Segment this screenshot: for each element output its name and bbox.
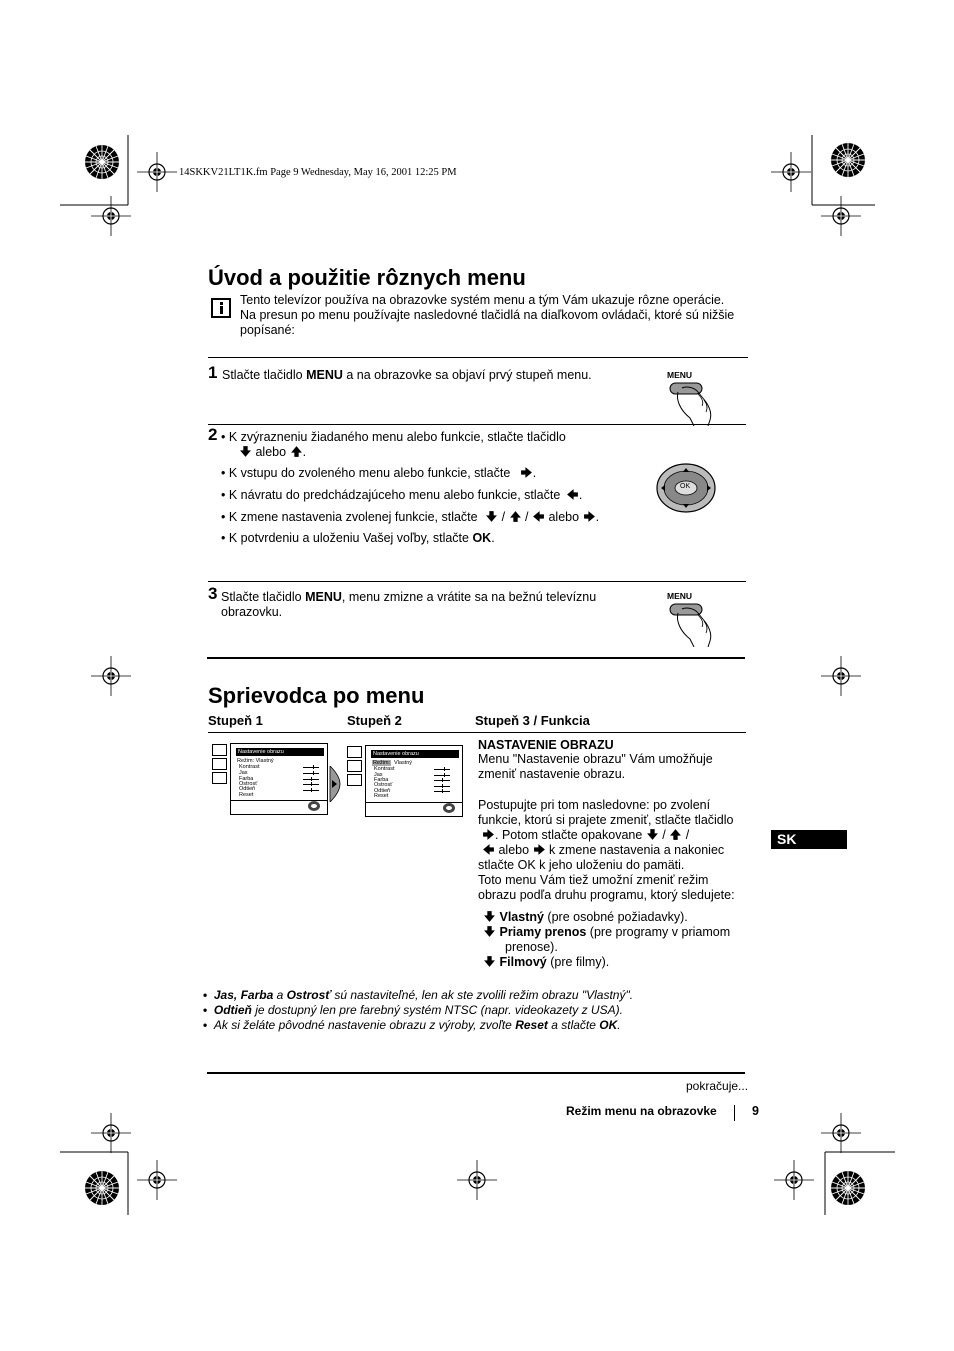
arrow-right-icon (583, 510, 596, 523)
picture-menu-icon (212, 744, 227, 756)
intro-line: popísané: (240, 323, 295, 337)
separator: / (501, 510, 506, 524)
bullet-text: • K vstupu do zvoleného menu alebo funkcie, stlačte (221, 466, 511, 480)
option-desc: (pre osobné požiadavky). (543, 910, 688, 924)
arrow-left-icon (532, 510, 545, 523)
divider (208, 357, 748, 358)
arrow-down-icon (483, 925, 496, 938)
arrow-left-icon (482, 843, 495, 856)
timer-menu-icon (212, 758, 227, 770)
language-tab-label: SK (777, 831, 797, 847)
mode-options (483, 910, 753, 970)
column-header-level2: Stupeň 2 (347, 713, 402, 728)
instr-line (478, 843, 753, 858)
note-bold: Odtieň (213, 1003, 252, 1017)
setup-menu-icon (212, 772, 227, 784)
option-desc: (pre programy v priamom (586, 925, 731, 939)
slider-tick (313, 771, 314, 775)
function-heading: NASTAVENIE OBRAZU (478, 738, 614, 752)
slider-bar (434, 775, 450, 776)
bullet-text: • K návratu do predchádzajúceho menu alebo funkcie, stlačte (221, 488, 561, 502)
bullet-text: • K potvrdeniu a uloženiu Vašej voľby, stlačte (221, 531, 473, 545)
option-name: Priamy prenos (499, 925, 587, 939)
note-bold: Jas, Farba (213, 988, 274, 1002)
step1-text (222, 368, 592, 383)
menu-item: Odtieň (239, 786, 256, 792)
picture-menu-icon (347, 746, 362, 758)
nav-hint-icon (307, 800, 321, 812)
slider-tick (311, 782, 312, 786)
bullet-text: alebo (548, 510, 580, 524)
arrow-up-icon (509, 510, 522, 523)
slider-tick (313, 765, 314, 769)
menu-item: Reset (239, 792, 254, 798)
menu-keyword: MENU (306, 368, 343, 382)
instr-line: funkcie, ktorú si prajete zmeniť, stlačte tlačidlo (478, 813, 734, 827)
arrow-up-icon (290, 445, 303, 458)
intro-line: Na presun po menu používajte nasledovné tlačidlá na diaľkovom ovládači, ktoré sú nižšie (240, 308, 735, 322)
note-bold: Reset (515, 1018, 548, 1032)
step-number: 3 (208, 584, 218, 603)
intro-text (240, 293, 760, 338)
note: • Odtieň je dostupný len pre farebný systém NTSC (napr. videokazety z USA). (203, 1003, 623, 1017)
instr-text: k zmene nastavenia a nakoniec (549, 843, 725, 857)
hand-pressing-icon (664, 601, 724, 647)
arrow-down-icon (239, 445, 252, 458)
step-text: a na obrazovke sa objaví prvý stupeň menu. (342, 368, 592, 382)
column-header-level3: Stupeň 3 / Funkcia (475, 713, 590, 728)
file-info: 14SKKV21LT1K.fm Page 9 Wednesday, May 16, 2001 12:25 PM (179, 167, 457, 178)
option-name: Filmový (499, 955, 547, 969)
notes (203, 988, 633, 1033)
step2-bullet-4: • K zmene nastavenia zvolenej funkcie, stlačte / / alebo . (221, 510, 600, 524)
note-text: a (273, 988, 287, 1002)
menu-item: Reset (374, 793, 389, 799)
arrow-up-icon (669, 828, 682, 841)
menu-item: Režim: Vlastný (237, 758, 274, 764)
step2-bullet-1-cont: alebo . (239, 445, 306, 460)
note-text: je dostupný len pre farebný systém NTSC (napr. videokazety z USA). (251, 1003, 623, 1017)
arrow-down-icon (483, 955, 496, 968)
setup-menu-icon (347, 774, 362, 786)
instr-line: Postupujte pri tom nasledovne: po zvolení (478, 798, 711, 812)
menu-button-illustration (664, 591, 724, 647)
menu-item: Jas (374, 772, 383, 778)
menu-item-selected: Režim: (373, 760, 391, 766)
ok-button-label: OK (680, 483, 691, 490)
menu-item-value: Vlastný (394, 760, 413, 766)
screen-title: Nastavenie obrazu (371, 750, 459, 758)
note-bold: Ostrosť (286, 988, 332, 1002)
intro-line: Tento televízor používa na obrazovke systém menu a tým Vám ukazuje rôzne operácie. (240, 293, 725, 307)
menu-item: Jas (239, 770, 248, 776)
arrow-down-icon (483, 910, 496, 923)
note-text: sú nastaviteľné, len ak ste zvolili režim obrazu "Vlastný". (331, 988, 634, 1002)
section-title-menu-guide: Sprievodca po menu (208, 683, 425, 708)
menu-item: Farba (374, 777, 389, 783)
step2-bullet-1 (221, 430, 566, 445)
bullet-text: alebo (255, 445, 287, 459)
note-text: . (617, 1018, 621, 1032)
divider (208, 732, 746, 733)
step2-bullet-3: • K návratu do predchádzajúceho menu alebo funkcie, stlačte . (221, 488, 583, 502)
ok-keyword: OK (472, 531, 492, 545)
info-icon (211, 298, 231, 318)
slider-bar (303, 773, 319, 774)
menu-item: Ostrosť (374, 782, 393, 788)
instr-text: alebo (498, 843, 530, 857)
mode-option (483, 925, 753, 940)
step-text: , menu zmizne a vrátite sa na bežnú televíznu (341, 590, 597, 604)
menu-button-label: MENU (667, 591, 693, 601)
menu-keyword: MENU (305, 590, 342, 604)
step2-bullet-5 (221, 531, 495, 546)
bullet-text: • K zmene nastavenia zvolenej funkcie, stlačte (221, 510, 478, 524)
step3-text (221, 590, 596, 605)
arrow-down-icon (646, 828, 659, 841)
mode-option (483, 955, 753, 970)
footer-separator (734, 1105, 735, 1121)
bullet-text: . (491, 531, 495, 545)
arrow-down-icon (485, 510, 498, 523)
note-text: a stlačte (547, 1018, 600, 1032)
menu-item: Odtieň (374, 788, 391, 794)
bullet-text: • K zvýrazneniu žiadaného menu alebo funkcie, stlačte tlačidlo (221, 430, 566, 444)
instr-line: stlačte OK k jeho uloženiu do pamäti. (478, 858, 685, 872)
step3-text-cont: obrazovku. (221, 605, 283, 619)
note-bold: OK (599, 1018, 618, 1032)
column-header-level1: Stupeň 1 (208, 713, 263, 728)
function-desc (478, 752, 713, 782)
screen-title: Nastavenie obrazu (236, 748, 324, 756)
menu-screen-level1 (230, 743, 328, 815)
menu-item: Farba (239, 776, 254, 782)
slider-tick (442, 778, 443, 782)
step-number: 2 (208, 425, 218, 444)
function-instructions (478, 798, 753, 903)
slider-tick (444, 773, 445, 777)
arrow-right-icon (482, 828, 495, 841)
instr-line: obrazu podľa druhu programu, ktorý sledujete: (478, 888, 735, 902)
footer-section-name: Režim menu na obrazovke (566, 1104, 717, 1118)
slider-tick (442, 784, 443, 788)
step2-bullet-2: • K vstupu do zvoleného menu alebo funkcie, stlačte . (221, 466, 537, 480)
desc-line: Menu "Nastavenie obrazu" Vám umožňuje (478, 752, 713, 766)
slider-bar (303, 767, 319, 768)
footer-divider (207, 1072, 745, 1074)
divider (208, 581, 746, 582)
separator: / (685, 828, 690, 842)
slider-tick (442, 789, 443, 793)
nav-hint-icon (442, 802, 456, 814)
menu-item: Ostrosť (239, 781, 258, 787)
divider (207, 657, 745, 659)
language-tab (771, 830, 847, 849)
arrow-right-icon (533, 843, 546, 856)
next-level-arrow-icon (328, 766, 342, 802)
separator: / (525, 510, 529, 524)
desc-line: zmeniť nastavenie obrazu. (478, 767, 626, 781)
note: • Ak si želáte pôvodné nastavenie obrazu z výroby, zvoľte Reset a stlačte OK. (203, 1018, 621, 1032)
separator: / (662, 828, 666, 842)
menu-item: Kontrast (239, 764, 260, 770)
mode-option-cont: prenose). (505, 940, 558, 954)
note: • Jas, Farba a Ostrosť sú nastaviteľné, len ak ste zvolili režim obrazu "Vlastný". (203, 988, 634, 1002)
mode-option (483, 910, 753, 925)
timer-menu-icon (347, 760, 362, 772)
arrow-left-icon (566, 488, 579, 501)
slider-tick (311, 777, 312, 781)
step-text: Stlačte tlačidlo (221, 590, 306, 604)
step-text: Stlačte tlačidlo (222, 368, 307, 382)
instr-line (478, 828, 753, 843)
menu-button-illustration (664, 370, 724, 426)
hand-pressing-icon (664, 380, 724, 426)
page-number: 9 (752, 1104, 759, 1118)
instr-line: Toto menu Vám tiež umožní zmeniť režim (478, 873, 709, 887)
option-desc: (pre filmy). (546, 955, 610, 969)
section-title-intro: Úvod a použitie rôznych menu (208, 265, 526, 290)
arrow-right-icon (520, 466, 533, 479)
slider-tick (444, 767, 445, 771)
slider-bar (434, 769, 450, 770)
continues-label: pokračuje... (686, 1079, 749, 1093)
menu-item: Kontrast (374, 766, 395, 772)
step-number: 1 (208, 363, 218, 382)
menu-button-label: MENU (667, 370, 693, 380)
instr-text: . Potom stlačte opakovane (495, 828, 643, 842)
slider-tick (311, 788, 312, 792)
note-text: Ak si želáte pôvodné nastavenie obrazu z výroby, zvoľte (213, 1018, 516, 1032)
divider (208, 424, 746, 425)
option-name: Vlastný (499, 910, 544, 924)
menu-screen-level2 (365, 745, 463, 817)
